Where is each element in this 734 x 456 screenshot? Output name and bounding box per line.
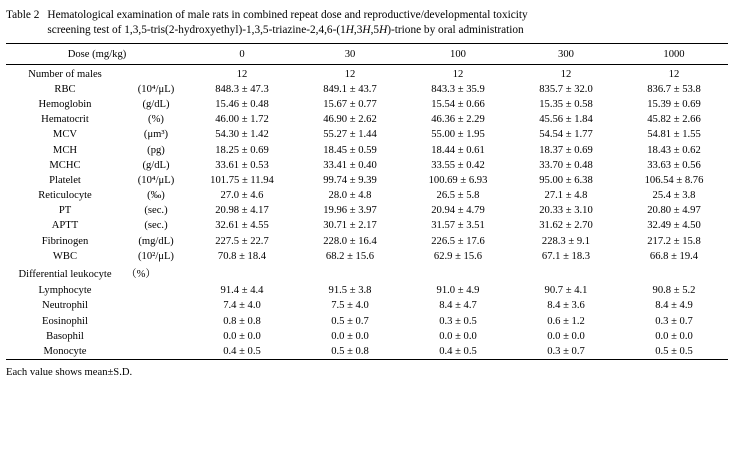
- row-value: 101.75 ± 11.94: [210, 174, 274, 186]
- row-label: MCV: [52, 129, 78, 141]
- row-value: 217.2 ± 15.8: [647, 235, 701, 247]
- row-value: 46.90 ± 2.62: [323, 114, 377, 126]
- row-value: 226.5 ± 17.6: [431, 235, 485, 247]
- table-row: [6, 344, 728, 360]
- row-value: 0.8 ± 0.8: [223, 315, 261, 327]
- row-value: 33.61 ± 0.53: [215, 159, 269, 171]
- row-label: Neutrophil: [42, 300, 88, 312]
- row-label: Platelet: [49, 174, 81, 186]
- row-value: 46.36 ± 2.29: [431, 114, 485, 126]
- row-unit: (10⁴/μL): [137, 174, 175, 186]
- row-value: 91.4 ± 4.4: [220, 285, 264, 297]
- row-value: 0.4 ± 0.5: [223, 345, 261, 357]
- row-value: 15.54 ± 0.66: [431, 98, 485, 110]
- row-value: [296, 264, 404, 283]
- row-value: 12: [668, 68, 680, 80]
- row-value: 7.4 ± 4.0: [223, 300, 261, 312]
- row-value: 20.94 ± 4.79: [431, 205, 485, 217]
- row-value: 20.98 ± 4.17: [215, 205, 269, 217]
- row-label: RBC: [54, 83, 76, 95]
- header-dose-1000: 1000: [663, 48, 685, 60]
- row-value: 15.67 ± 0.77: [323, 98, 377, 110]
- row-value: 62.9 ± 15.6: [433, 250, 483, 262]
- row-value: 18.25 ± 0.69: [215, 144, 269, 156]
- row-label: Reticulocyte: [38, 190, 92, 202]
- row-value: [620, 264, 728, 283]
- row-value: 8.4 ± 3.6: [547, 300, 585, 312]
- caption-italic-h1: H: [345, 24, 354, 37]
- row-value: 90.8 ± 5.2: [652, 285, 696, 297]
- row-unit: (pg): [147, 144, 165, 156]
- header-dose-300: 300: [558, 48, 574, 60]
- row-label: Monocyte: [43, 345, 87, 357]
- table-row: [6, 234, 728, 249]
- row-unit: [124, 344, 188, 360]
- row-label: WBC: [52, 250, 78, 262]
- table-row: [6, 283, 728, 298]
- row-value: 228.3 ± 9.1: [541, 235, 591, 247]
- table-row: [6, 314, 728, 329]
- row-value: 55.27 ± 1.44: [323, 129, 377, 141]
- row-unit: (g/dL): [142, 98, 170, 110]
- row-value: [404, 264, 512, 283]
- row-unit: [124, 298, 188, 313]
- caption-line-2-mid1: ,3: [353, 24, 363, 37]
- row-value: 0.3 ± 0.5: [439, 315, 477, 327]
- table-row: [6, 112, 728, 127]
- row-label: Eosinophil: [42, 315, 88, 327]
- table-caption-label: Table 2: [6, 9, 40, 21]
- table-row: [6, 329, 728, 344]
- row-unit: (‰): [147, 190, 165, 202]
- caption-italic-h2: H: [362, 24, 371, 37]
- row-label: MCH: [52, 144, 78, 156]
- row-value: 0.0 ± 0.0: [547, 330, 585, 342]
- table-row: [6, 218, 728, 233]
- table-header-row: [6, 46, 728, 65]
- row-value: 99.74 ± 9.39: [323, 174, 377, 186]
- row-value: 33.55 ± 0.42: [431, 159, 485, 171]
- row-value: 91.5 ± 3.8: [328, 285, 372, 297]
- table-row: [6, 158, 728, 173]
- row-value: 0.5 ± 0.7: [331, 315, 369, 327]
- table-row: [6, 249, 728, 264]
- row-value: 30.71 ± 2.17: [323, 220, 377, 232]
- row-value: 28.0 ± 4.8: [328, 190, 372, 202]
- row-value: [188, 264, 296, 283]
- table-body: [6, 43, 728, 362]
- row-value: 90.7 ± 4.1: [544, 285, 588, 297]
- row-value: 12: [344, 68, 356, 80]
- row-label: Hemoglobin: [38, 98, 92, 110]
- row-value: 15.39 ± 0.69: [647, 98, 701, 110]
- row-value: 55.00 ± 1.95: [431, 129, 485, 141]
- row-value: 12: [452, 68, 464, 80]
- row-value: 33.41 ± 0.40: [323, 159, 377, 171]
- row-value: 33.63 ± 0.56: [647, 159, 701, 171]
- row-label: Basophil: [46, 330, 84, 342]
- row-unit: (%): [148, 114, 164, 126]
- row-unit: [124, 67, 188, 82]
- row-value: 100.69 ± 6.93: [428, 174, 488, 186]
- row-value: 18.45 ± 0.59: [323, 144, 377, 156]
- row-value: 0.0 ± 0.0: [439, 330, 477, 342]
- row-value: 106.54 ± 8.76: [644, 174, 704, 186]
- row-unit: (10²/μL): [138, 250, 174, 262]
- row-value: 54.81 ± 1.55: [647, 129, 701, 141]
- table-row: [6, 203, 728, 218]
- row-value: 8.4 ± 4.7: [439, 300, 477, 312]
- caption-line-1: Hematological examination of male rats in combined repeat dose and reproductive/developmental toxicity: [47, 9, 528, 21]
- header-dose-label: Dose (mg/kg): [67, 48, 127, 60]
- row-label: Number of males: [28, 68, 102, 80]
- row-value: 18.37 ± 0.69: [539, 144, 593, 156]
- row-value: 12: [560, 68, 572, 80]
- row-value: 67.1 ± 18.3: [541, 250, 591, 262]
- row-value: 835.7 ± 32.0: [539, 83, 593, 95]
- row-unit: [124, 314, 188, 329]
- row-label: Fibrinogen: [41, 235, 89, 247]
- table-row: [6, 97, 728, 112]
- row-label: APTT: [51, 220, 79, 232]
- row-value: 45.56 ± 1.84: [539, 114, 593, 126]
- table-row-group-header: [6, 264, 728, 283]
- row-value: 25.4 ± 3.8: [652, 190, 696, 202]
- row-unit: (10⁴/μL): [137, 83, 175, 95]
- row-value: 12: [236, 68, 248, 80]
- row-value: 32.49 ± 4.50: [647, 220, 701, 232]
- row-label: Hematocrit: [41, 114, 89, 126]
- row-value: 26.5 ± 5.8: [436, 190, 480, 202]
- row-unit: (sec.): [144, 220, 168, 232]
- header-dose-30: 30: [344, 48, 356, 60]
- row-value: 0.0 ± 0.0: [655, 330, 693, 342]
- row-value: 0.3 ± 0.7: [655, 315, 693, 327]
- row-value: 19.96 ± 3.97: [323, 205, 377, 217]
- table-caption-text: [47, 8, 527, 39]
- caption-line-2-post: )-trione by oral administration: [387, 24, 524, 37]
- row-unit: (g/dL): [142, 159, 170, 171]
- table-row: [6, 127, 728, 142]
- row-value: 836.7 ± 53.8: [647, 83, 701, 95]
- row-value: 0.5 ± 0.5: [655, 345, 693, 357]
- row-value: [512, 264, 620, 283]
- row-value: 0.0 ± 0.0: [223, 330, 261, 342]
- row-value: 843.3 ± 35.9: [431, 83, 485, 95]
- row-value: 18.44 ± 0.61: [431, 144, 485, 156]
- row-value: 0.0 ± 0.0: [331, 330, 369, 342]
- table-footnote: Each value shows mean±S.D.: [6, 367, 133, 379]
- table-row: [6, 67, 728, 82]
- row-value: 46.00 ± 1.72: [215, 114, 269, 126]
- row-value: 0.5 ± 0.8: [331, 345, 369, 357]
- row-unit: (mg/dL): [138, 235, 174, 247]
- row-value: 15.35 ± 0.58: [539, 98, 593, 110]
- row-label: MCHC: [49, 159, 81, 171]
- row-value: 849.1 ± 43.7: [323, 83, 377, 95]
- row-value: 0.6 ± 1.2: [547, 315, 585, 327]
- row-unit: （%）: [126, 269, 157, 281]
- table-row: [6, 82, 728, 97]
- row-value: 20.33 ± 3.10: [539, 205, 593, 217]
- row-unit: (μm³): [143, 129, 169, 141]
- table-row: [6, 173, 728, 188]
- caption-line-2-pre: screening test of 1,3,5-tris(2-hydroxyethyl)-1,3,5-triazine-2,4,6-(1: [47, 24, 346, 37]
- row-value: 68.2 ± 15.6: [325, 250, 375, 262]
- row-value: 45.82 ± 2.66: [647, 114, 701, 126]
- caption-line-2-mid2: ,5: [370, 24, 380, 37]
- row-value: 70.8 ± 18.4: [217, 250, 267, 262]
- row-value: 8.4 ± 4.9: [655, 300, 693, 312]
- row-value: 32.61 ± 4.55: [215, 220, 269, 232]
- hematology-table: [6, 43, 728, 363]
- row-value: 18.43 ± 0.62: [647, 144, 701, 156]
- row-value: 31.62 ± 2.70: [539, 220, 593, 232]
- row-value: 66.8 ± 19.4: [649, 250, 699, 262]
- row-label: Differential leukocyte: [18, 269, 112, 281]
- row-label: PT: [58, 205, 72, 217]
- row-value: 54.54 ± 1.77: [539, 129, 593, 141]
- caption-italic-h3: H: [379, 24, 388, 37]
- row-unit: [124, 329, 188, 344]
- table-row: [6, 188, 728, 203]
- row-value: 95.00 ± 6.38: [539, 174, 593, 186]
- row-value: 0.3 ± 0.7: [547, 345, 585, 357]
- row-value: 27.1 ± 4.8: [544, 190, 588, 202]
- row-unit: (sec.): [144, 205, 168, 217]
- row-value: 33.70 ± 0.48: [539, 159, 593, 171]
- row-value: 91.0 ± 4.9: [436, 285, 480, 297]
- row-value: 228.0 ± 16.4: [323, 235, 377, 247]
- row-value: 0.4 ± 0.5: [439, 345, 477, 357]
- row-value: 848.3 ± 47.3: [215, 83, 269, 95]
- table-row: [6, 142, 728, 157]
- row-value: 227.5 ± 22.7: [215, 235, 269, 247]
- header-dose-0: 0: [239, 48, 245, 60]
- row-value: 15.46 ± 0.48: [215, 98, 269, 110]
- row-value: 27.0 ± 4.6: [220, 190, 264, 202]
- table-row: [6, 298, 728, 313]
- row-label: Lymphocyte: [38, 285, 92, 297]
- table-caption: [0, 0, 734, 43]
- header-dose-100: 100: [450, 48, 466, 60]
- row-value: 7.5 ± 4.0: [331, 300, 369, 312]
- row-value: 31.57 ± 3.51: [431, 220, 485, 232]
- row-unit: [124, 283, 188, 298]
- row-value: 54.30 ± 1.42: [215, 129, 269, 141]
- row-value: 20.80 ± 4.97: [647, 205, 701, 217]
